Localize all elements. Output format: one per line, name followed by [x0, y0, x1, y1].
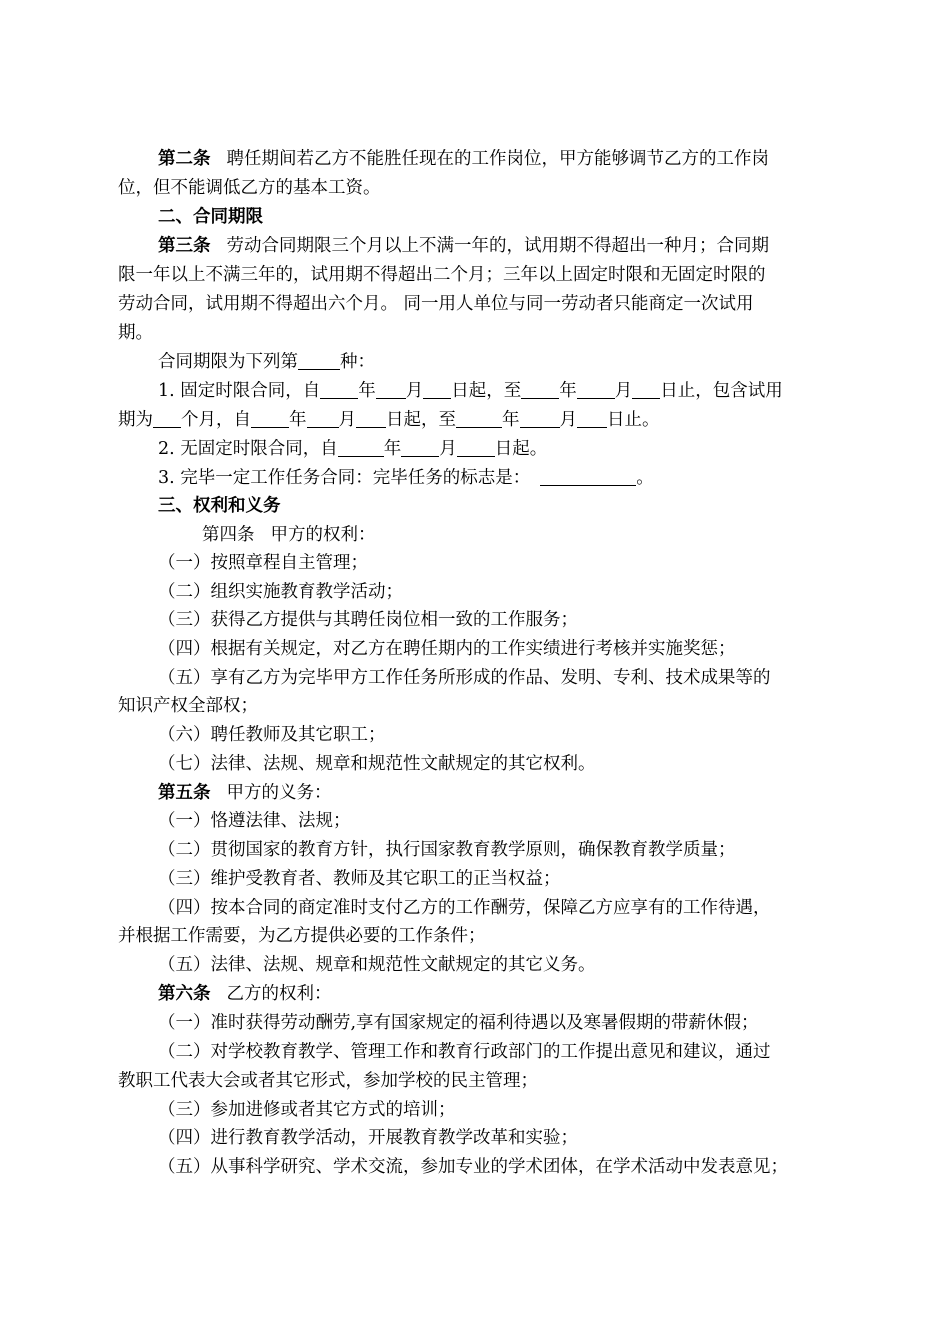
term-choose-suffix: 种：	[340, 352, 375, 372]
article-3-line-4: 期。	[118, 323, 153, 343]
article-5-title: 第五条	[158, 783, 211, 803]
article-3-title: 第三条	[158, 236, 211, 256]
opt1-k: 月	[338, 410, 356, 430]
list-item: （四）进行教育教学活动，开展教育教学改革和实验；	[158, 1128, 578, 1148]
opt1-prob-end-day-blank[interactable]	[577, 409, 607, 428]
opt2-day-blank[interactable]	[457, 438, 495, 457]
list-item: （六）聘任教师及其它职工；	[158, 725, 386, 745]
list-item: （七）法律、法规、规章和规范性文献规定的其它权利。	[158, 754, 596, 774]
opt1-end-day-blank[interactable]	[632, 380, 660, 399]
article-6-subject: 乙方的权利：	[226, 984, 332, 1004]
opt3-b: 。	[636, 468, 654, 488]
opt1-m: 年	[502, 410, 520, 430]
list-item: （二）组织实施教育教学活动；	[158, 582, 403, 602]
article-3-line-1	[158, 232, 769, 261]
article-6-heading	[158, 980, 332, 1009]
list-item: （三）获得乙方提供与其聘任岗位相一致的工作服务；	[158, 610, 578, 630]
term-option-3	[158, 464, 654, 493]
opt1-start-year-blank[interactable]	[320, 380, 358, 399]
opt1-prob-end-year-blank[interactable]	[456, 409, 502, 428]
opt1-num: 1.	[158, 381, 175, 401]
section-3-heading: 三、权利和义务	[158, 496, 281, 516]
list-item: （三）维护受教育者、教师及其它职工的正当权益；	[158, 869, 561, 889]
term-choose-prefix: 合同期限为下列第	[158, 352, 298, 372]
opt1-o: 日止。	[607, 410, 660, 430]
list-item: （一）按照章程自主管理；	[158, 553, 368, 573]
opt2-d: 日起。	[494, 439, 548, 459]
article-2-title: 第二条	[158, 149, 211, 169]
opt3-a: 完毕一定工作任务合同：完毕任务的标志是：	[180, 468, 531, 488]
opt1-end-month-blank[interactable]	[577, 380, 615, 399]
term-option-1-line-2	[118, 406, 660, 435]
opt1-l: 日起，至	[386, 410, 456, 430]
list-item: （五）从事科学研究、学术交流，参加专业的学术团体，在学术活动中发表意见；	[158, 1157, 788, 1177]
opt1-g: 日止，包含试用	[660, 381, 783, 401]
list-item: （五）法律、法规、规章和规范性文献规定的其它义务。	[158, 955, 596, 975]
opt1-probation-months-blank[interactable]	[153, 409, 181, 428]
article-5-subject: 甲方的义务：	[226, 783, 332, 803]
article-3-text-1: 劳动合同期限三个月以上不满一年的，试用期不得超出一种月；合同期	[226, 236, 769, 256]
list-item: （四）根据有关规定，对乙方在聘任期内的工作实绩进行考核并实施奖惩；	[158, 639, 736, 659]
opt2-num: 2.	[158, 439, 175, 459]
opt1-start-month-blank[interactable]	[376, 380, 406, 399]
opt1-end-year-blank[interactable]	[521, 380, 559, 399]
list-item: 教职工代表大会或者其它形式，参加学校的民主管理；	[118, 1071, 538, 1091]
opt1-h: 期为	[118, 410, 153, 430]
article-4-heading	[202, 521, 376, 550]
article-2-line-1	[158, 145, 769, 174]
opt1-d: 日起，至	[451, 381, 522, 401]
article-4-title: 第四条	[202, 525, 255, 545]
opt1-e: 年	[559, 381, 577, 401]
opt1-i: 个月，自	[181, 410, 251, 430]
opt1-prob-start-month-blank[interactable]	[307, 409, 339, 428]
opt2-year-blank[interactable]	[338, 438, 384, 457]
term-choose-line	[158, 348, 375, 377]
list-item: （二）贯彻国家的教育方针，执行国家教育教学原则，确保教育教学质量；	[158, 840, 736, 860]
article-4-subject: 甲方的权利：	[270, 525, 376, 545]
opt2-c: 月	[439, 439, 457, 459]
opt3-num: 3.	[158, 468, 175, 488]
section-2-heading: 二、合同期限	[158, 207, 263, 227]
opt1-prob-end-month-blank[interactable]	[520, 409, 560, 428]
article-5-heading	[158, 779, 332, 808]
article-3-line-3: 劳动合同，试用期不得超出六个月。 同一用人单位与同一劳动者只能商定一次试用	[118, 294, 754, 314]
term-option-2	[158, 435, 547, 464]
opt2-month-blank[interactable]	[401, 438, 439, 457]
list-item: （二）对学校教育教学、管理工作和教育行政部门的工作提出意见和建议，通过	[158, 1042, 771, 1062]
opt2-b: 年	[383, 439, 402, 459]
term-type-blank[interactable]	[298, 351, 340, 370]
opt1-b: 年	[358, 381, 376, 401]
list-item: 并根据工作需要，为乙方提供必要的工作条件；	[118, 926, 486, 946]
term-option-1-line-1	[158, 377, 783, 406]
opt1-f: 月	[614, 381, 633, 401]
opt1-j: 年	[289, 410, 307, 430]
article-6-title: 第六条	[158, 984, 211, 1004]
opt1-n: 月	[559, 410, 577, 430]
opt1-a: 固定时限合同，自	[180, 381, 321, 401]
list-item: （四）按本合同的商定准时支付乙方的工作酬劳，保障乙方应享有的工作待遇，	[158, 898, 771, 918]
opt1-prob-start-year-blank[interactable]	[251, 409, 289, 428]
list-item: （一）准时获得劳动酬劳,享有国家规定的福利待遇以及寒暑假期的带薪休假；	[158, 1013, 759, 1033]
article-3-line-2: 限一年以上不满三年的，试用期不得超出二个月；三年以上固定时限和无固定时限的	[118, 265, 766, 285]
list-item: （一）恪遵法律、法规；	[158, 811, 351, 831]
article-2-line-2: 位，但不能调低乙方的基本工资。	[118, 178, 381, 198]
list-item: 知识产权全部权；	[118, 696, 258, 716]
article-2-text-1: 聘任期间若乙方不能胜任现在的工作岗位，甲方能够调节乙方的工作岗	[226, 149, 769, 169]
opt1-prob-start-day-blank[interactable]	[356, 409, 386, 428]
opt3-completion-mark-blank[interactable]	[540, 467, 636, 486]
list-item: （五）享有乙方为完毕甲方工作任务所形成的作品、发明、专利、技术成果等的	[158, 668, 771, 688]
opt2-a: 无固定时限合同，自	[180, 439, 338, 459]
list-item: （三）参加进修或者其它方式的培训；	[158, 1100, 456, 1120]
opt1-start-day-blank[interactable]	[423, 380, 451, 399]
opt1-c: 月	[405, 381, 424, 401]
